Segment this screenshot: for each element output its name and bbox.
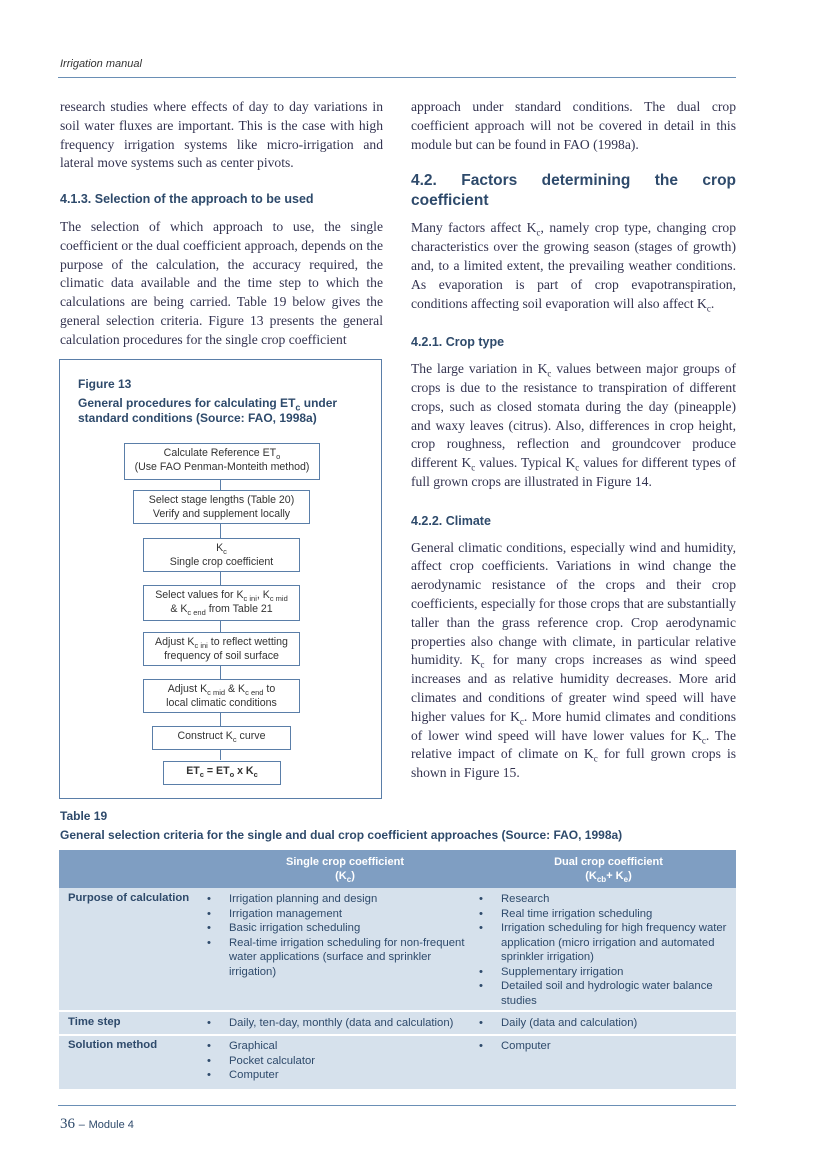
figure-13-flowchart — [59, 359, 382, 799]
row-label-solution-method: Solution method — [68, 1039, 158, 1051]
flow-box-kc: $K_c$ Single crop coefficient — [143, 538, 300, 572]
page-number: 36 — [60, 1116, 75, 1132]
right-paragraph-4: General climatic conditions, especially wind and humidity, affect crop coefficients. Variations in wind change the aerodynamic resistance of the crops and their crop coefficients, especially for those crops that are substantially taller than the grass reference crop. Crop aerodynamic properties also change with climate, in particular relative humidity. $K_c$ for many crops increases as wind speed increases and as relative humidity decreases. More arid climates and conditions of greater wind speed will have higher values for $K_c$. More humid climates and conditions of lower wind speed will have lower values for $K_c$. The relative impact of climate on $K_c$ for full grown crops is shown in Figure 15. — [411, 539, 737, 781]
left-column — [60, 98, 383, 350]
table-19 — [59, 850, 736, 1089]
right-paragraph-3: The large variation in $K_c$ values between major groups of crops is due to the resistance to transpiration of different crops, such as closed stomata during the day (pineapple) and waxy leaves (citrus). Also, differences in crop height, crop roughness, reflection and groundcover produce different $K_c$ values. Typical $K_c$ values for different types of full grown crops are illustrated in Figure 14. — [411, 361, 737, 489]
section-heading-4-2-1: 4.2.1. Crop type — [411, 335, 505, 350]
page-footer — [60, 1116, 134, 1133]
flow-box-etc-formula: $ET_c = ET_o$ x $K_c$ — [163, 761, 281, 785]
right-paragraph-1: approach under standard conditions. The dual crop coefficient approach will not be covered in detail in this module but can be found in FAO (1998a). — [411, 99, 736, 152]
time-step-single-list — [207, 1016, 479, 1031]
purpose-dual-list — [479, 892, 731, 1008]
list-item: • Real-time irrigation scheduling for non-frequent water applications (surface and sprinkler irrigation) — [207, 936, 467, 980]
list-item: • Irrigation planning and design — [207, 892, 467, 907]
right-column — [411, 98, 736, 783]
table-title: General selection criteria for the single and dual crop coefficient approaches (Source: FAO, 1998a) — [60, 828, 623, 842]
purpose-single-list — [207, 892, 467, 979]
flow-box-adjust-kc-mid-end: Adjust $K_{c mid}$ & $K_{c end}$ to local climatic conditions — [143, 679, 300, 713]
flow-box-adjust-kc-ini: Adjust $K_{c ini}$ to reflect wetting frequency of soil surface — [143, 632, 300, 666]
section-heading-4-1-3: 4.1.3. Selection of the approach to be used — [60, 192, 314, 207]
row-separator — [59, 1034, 736, 1036]
flow-box-reference-et: Calculate Reference $ET_o$ (Use FAO Penman-Monteith method) — [124, 443, 320, 480]
time-step-dual-list — [479, 1016, 731, 1031]
row-separator — [59, 1010, 736, 1012]
left-paragraph-2: The selection of which approach to use, the single coefficient or the dual coefficient approach, depends on the purpose of the calculation, the accuracy required, the climatic data available and the time step to which the calculations are being carried. Table 19 below gives the general selection criteria. Figure 13 presents the general calculation procedures for the single crop coefficient — [60, 218, 383, 347]
list-item: • Daily (data and calculation) — [479, 1016, 731, 1031]
header-rule — [58, 77, 736, 78]
figure-label: Figure 13 — [78, 377, 132, 391]
module-label: Module 4 — [88, 1119, 134, 1131]
list-item: • Basic irrigation scheduling — [207, 921, 467, 936]
list-item: • Irrigation scheduling for high frequency water application (micro irrigation and automated sprinkler irrigation) — [479, 921, 731, 965]
header-single-crop-coefficient: Single crop coefficient $(K_c)$ — [286, 856, 404, 885]
list-item: • Daily, ten-day, monthly (data and calculation) — [207, 1016, 479, 1031]
flow-box-construct-curve: Construct $K_c$ curve — [152, 726, 291, 750]
list-item: • Research — [479, 892, 731, 907]
table-label: Table 19 — [60, 809, 108, 823]
left-paragraph-1: research studies where effects of day to day variations in soil water fluxes are important. This is the case with high frequency irrigation systems like micro-irrigation and lateral move systems such as center pivots. — [60, 99, 383, 171]
footer-dash: – — [78, 1119, 85, 1131]
footer-rule — [58, 1105, 736, 1106]
section-heading-4-2: 4.2. Factors determining the crop coefficient — [411, 172, 736, 210]
solution-single-list — [207, 1039, 467, 1083]
row-label-purpose: Purpose of calculation — [68, 892, 190, 904]
list-item: • Detailed soil and hydrologic water balance studies — [479, 979, 731, 1008]
right-paragraph-2: Many factors affect $K_c$, namely crop type, changing crop characteristics over the growing season (stages of growth) and, to a limited extent, the prevailing weather conditions. As evaporation is part of crop evapotranspiration, conditions affecting soil evaporation will also affect $K_c$. — [411, 220, 736, 314]
flow-box-stage-lengths: Select stage lengths (Table 20) Verify and supplement locally — [133, 490, 310, 524]
figure-title: General procedures for calculating $ET_c$ under standard conditions (Source: FAO, 1998a) — [78, 396, 338, 425]
row-label-time-step: Time step — [68, 1016, 121, 1028]
list-item: • Graphical — [207, 1039, 467, 1054]
solution-dual-list — [479, 1039, 731, 1054]
section-heading-4-2-2: 4.2.2. Climate — [411, 513, 491, 528]
header-dual-crop-coefficient: Dual crop coefficient $(K_{cb}+ K_e)$ — [554, 856, 663, 885]
list-item: • Supplementary irrigation — [479, 965, 731, 980]
table-header — [59, 850, 736, 888]
list-item: • Pocket calculator — [207, 1054, 467, 1069]
list-item: • Irrigation management — [207, 907, 467, 922]
flow-box-select-values: Select values for $K_{c ini}$, $K_{c mid}$ & $K_{c end}$ from Table 21 — [143, 585, 300, 621]
list-item: • Real time irrigation scheduling — [479, 907, 731, 922]
list-item: • Computer — [207, 1068, 467, 1083]
running-header: Irrigation manual — [60, 58, 142, 70]
list-item: • Computer — [479, 1039, 731, 1054]
